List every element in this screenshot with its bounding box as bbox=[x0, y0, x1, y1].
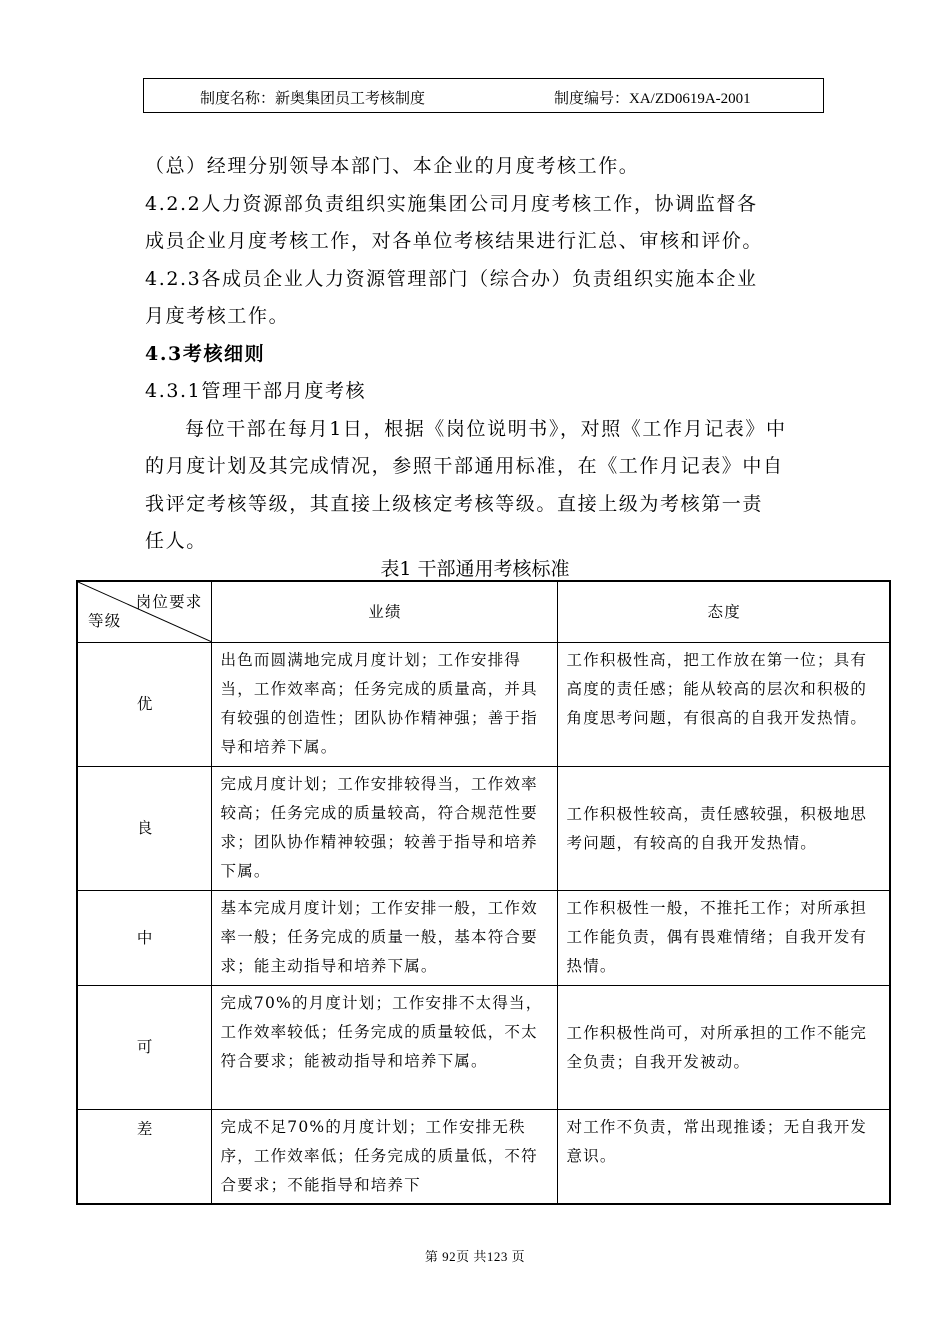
corner-label-grade: 等级 bbox=[88, 612, 122, 630]
corner-header-cell bbox=[77, 581, 211, 643]
paragraph-line: 任人。 bbox=[145, 530, 207, 552]
policy-code: 制度编号：XA/ZD0619A-2001 bbox=[554, 91, 751, 107]
column-header-attitude: 态度 bbox=[557, 581, 890, 643]
table-row bbox=[77, 891, 890, 986]
corner-label-requirement: 岗位要求 bbox=[135, 593, 203, 611]
subsection-heading: 4.3.1管理干部月度考核 bbox=[145, 380, 367, 402]
grade-cell: 良 bbox=[77, 767, 211, 891]
table-row bbox=[77, 767, 890, 891]
paragraph-line: 的月度计划及其完成情况，参照干部通用标准，在《工作月记表》中自 bbox=[145, 455, 784, 477]
attitude-cell: 工作积极性较高，责任感较强，积极地思考问题，有较高的自我开发热情。 bbox=[557, 767, 890, 891]
attitude-cell: 工作积极性高，把工作放在第一位；具有高度的责任感；能从较高的层次和积极的角度思考问题，有很高的自我开发热情。 bbox=[557, 643, 890, 767]
body-line: 4.2.2人力资源部负责组织实施集团公司月度考核工作，协调监督各 bbox=[145, 192, 758, 215]
body-line: 4.2.3各成员企业人力资源管理部门（综合办）负责组织实施本企业 bbox=[145, 267, 758, 290]
performance-cell: 基本完成月度计划；工作安排一般，工作效率一般；任务完成的质量一般，基本符合要求；能主动指导和培养下属。 bbox=[211, 891, 557, 986]
table-header-row bbox=[77, 581, 890, 643]
attitude-cell: 工作积极性一般，不推托工作；对所承担工作能负责，偶有畏难情绪；自我开发有热情。 bbox=[557, 891, 890, 986]
table-row bbox=[77, 643, 890, 767]
body-line: 成员企业月度考核工作，对各单位考核结果进行汇总、审核和评价。 bbox=[145, 230, 764, 252]
grade-cell: 中 bbox=[77, 891, 211, 986]
column-header-performance: 业绩 bbox=[211, 581, 557, 643]
performance-cell: 完成月度计划；工作安排较得当，工作效率较高；任务完成的质量较高，符合规范性要求；团队协作精神较强；较善于指导和培养下属。 bbox=[211, 767, 557, 891]
paragraph-line: 我评定考核等级，其直接上级核定考核等级。直接上级为考核第一责 bbox=[145, 492, 764, 515]
grade-cell: 可 bbox=[77, 986, 211, 1110]
paragraph-line: 每位干部在每月1日，根据《岗位说明书》，对照《工作月记表》中 bbox=[185, 417, 787, 440]
performance-cell: 完成不足70%的月度计划；工作安排无秩序，工作效率低；任务完成的质量低，不符合要求；不能指导和培养下 bbox=[211, 1110, 557, 1205]
grade-cell: 差 bbox=[77, 1110, 211, 1205]
body-line: 月度考核工作。 bbox=[145, 305, 290, 327]
attitude-cell: 工作积极性尚可，对所承担的工作不能完全负责；自我开发被动。 bbox=[557, 986, 890, 1110]
attitude-cell: 对工作不负责，常出现推诿；无自我开发意识。 bbox=[557, 1110, 890, 1205]
body-text bbox=[145, 148, 825, 561]
policy-name: 制度名称：新奥集团员工考核制度 bbox=[200, 91, 426, 107]
evaluation-standard-table bbox=[76, 580, 891, 1205]
performance-cell: 出色而圆满地完成月度计划；工作安排得当，工作效率高；任务完成的质量高，并具有较强的创造性；团队协作精神强；善于指导和培养下属。 bbox=[211, 643, 557, 767]
section-heading: 4.3考核细则 bbox=[145, 342, 266, 365]
page-number: 第 92页 共123 页 bbox=[424, 1249, 526, 1264]
table-caption: 表1 干部通用考核标准 bbox=[380, 558, 570, 580]
document-header bbox=[143, 78, 824, 113]
table-row bbox=[77, 986, 890, 1110]
performance-cell: 完成70%的月度计划；工作安排不太得当，工作效率较低；任务完成的质量较低，不太符合要求；能被动指导和培养下属。 bbox=[211, 986, 557, 1110]
grade-cell: 优 bbox=[77, 643, 211, 767]
body-line: （总）经理分别领导本部门、本企业的月度考核工作。 bbox=[145, 155, 640, 177]
table-row bbox=[77, 1110, 890, 1205]
